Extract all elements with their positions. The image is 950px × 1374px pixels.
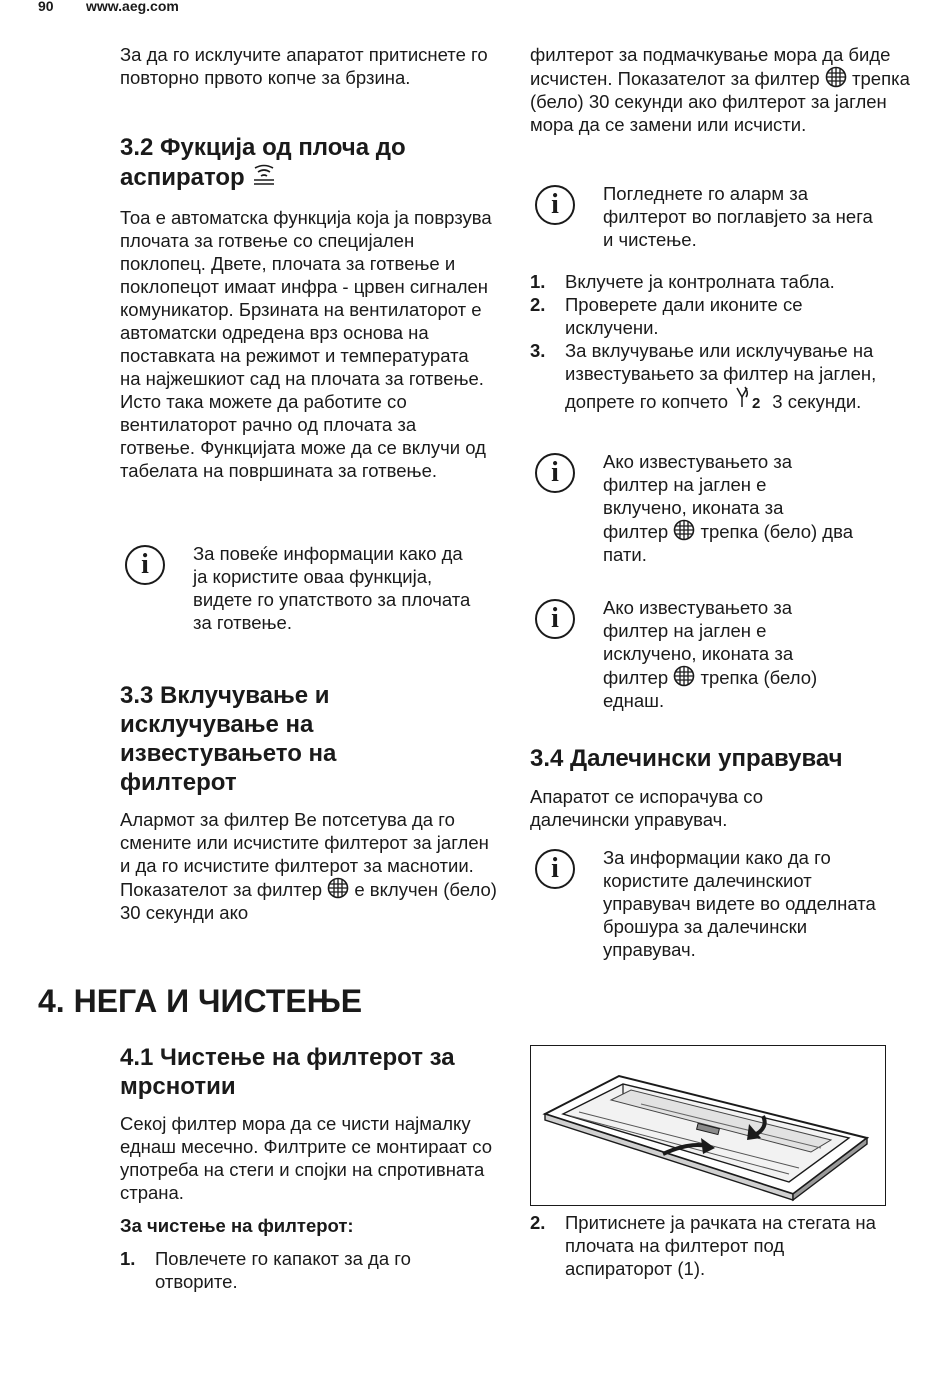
section-3-3-body-a: Алармот за филтер Ве потсетува да го смените или исчистите филтерот за јаглен и да го исчистите филтерот за маснотии. Показателот за филтер	[120, 809, 489, 900]
filter-clamp-figure	[530, 1045, 886, 1206]
list-item	[530, 270, 890, 293]
list-item	[530, 339, 890, 413]
hob-to-hood-icon	[251, 162, 277, 188]
filter-off-note-b: трепка (бело) еднаш.	[603, 667, 818, 711]
filter-on-note-b: трепка (бело) два пати.	[603, 521, 854, 565]
section-3-2-note: За повеќе информации како да ја користите оваа функција, видете го упатството за плочата за готвење.	[193, 543, 471, 633]
step-number: 1.	[530, 271, 546, 292]
filter-on-note-a: Ако известувањето за филтер на јаглен е вклучено, иконата за филтер	[603, 451, 793, 542]
charcoal-filter-icon	[733, 385, 767, 411]
section-4-1-body: Секој филтер мора да се чисти најмалку еднаш месечно. Филтрите се монтираат со употреба на стеги и спојки на спротивната страна.	[120, 1113, 493, 1203]
section-3-4-title: 3.4 Далечински управувач	[530, 745, 843, 772]
step-number: 2.	[530, 1212, 546, 1233]
filter-on-note	[603, 450, 853, 566]
figure-steps-list	[530, 1211, 890, 1280]
section-4-1-title: 4.1 Чистење на филтерот за мрснотии	[120, 1044, 455, 1100]
page-number: 90	[38, 0, 54, 14]
filter-grid-icon	[825, 66, 847, 88]
remote-control-note: За информации како да го користите далечинскиот управувач видете во одделната брошура за далечински управувач.	[603, 847, 876, 960]
info-icon: i	[125, 545, 165, 585]
list-item	[530, 1211, 890, 1280]
step-text: Притиснете ја рачката на стегата на плочата на филтерот под аспираторот (1).	[565, 1212, 876, 1279]
list-item	[120, 1247, 470, 1293]
step-number: 2.	[530, 294, 546, 315]
section-4-title: 4. НЕГА И ЧИСТЕЊЕ	[38, 983, 363, 1019]
intro-text: За да го исклучите апаратот притиснете го повторно првото копче за брзина.	[120, 44, 488, 88]
filter-grid-icon	[673, 519, 695, 541]
section-3-2-title-line1: 3.2 Фукција од плоча до	[120, 134, 406, 161]
section-3-3-title: 3.3 Вклучување и исклучување на известувањето на филтерот	[120, 682, 337, 796]
filter-alarm-note: Погледнете го аларм за филтерот во поглавјето за нега и чистење.	[603, 183, 873, 250]
cleaning-subheading: За чистење на филтерот:	[120, 1215, 354, 1236]
step-text: Проверете дали иконите се исклучени.	[565, 294, 803, 338]
step-text: Повлечете го капакот за да го отворите.	[155, 1248, 411, 1292]
info-icon: i	[535, 849, 575, 889]
hood-filter-illustration	[531, 1046, 885, 1205]
filter-grid-icon	[673, 665, 695, 687]
section-3-3-body-b: е вклучен (бело) 30 секунди ако	[120, 879, 497, 923]
site-url: www.aeg.com	[86, 0, 179, 14]
right-continued-a: филтерот за подмачкување мора да биде исчистен. Показателот за филтер	[530, 44, 891, 89]
section-3-3-body	[120, 808, 498, 924]
step-text-b: 3 секунди.	[772, 391, 862, 412]
section-3-2-body: Тоа е автоматска функција која ја поврзува плочата за готвење со специјален поклопец. Двете, плочата за готвење и поклопецот имаат инфра - црвен сигнален комуникатор. Брзината на вентилаторот е автоматски одредена врз основа на поставката на режимот и температурата на најжешкиот сад на плочата за готвење. Исто така можете да работите со вентилаторот рачно од плочата за готвење. Функцијата може да се вклучи од табелата на површината за готвење.	[120, 207, 492, 481]
info-icon: i	[535, 599, 575, 639]
right-continued-b: трепка (бело) 30 секунди ако филтерот за јаглен мора да се замени или исчисти.	[530, 68, 910, 135]
step-text: Вклучете ја контролната табла.	[565, 271, 835, 292]
filter-off-note	[603, 596, 853, 712]
info-icon: i	[535, 185, 575, 225]
svg-text:2: 2	[752, 395, 761, 411]
section-3-2-title-text: аспиратор	[120, 164, 245, 191]
section-3-4-body: Апаратот се испорачува со далечински управувач.	[530, 786, 764, 830]
step-number: 3.	[530, 340, 546, 361]
filter-off-note-a: Ако известувањето за филтер на јаглен е исклучено, иконата за филтер	[603, 597, 794, 688]
filter-grid-icon	[327, 877, 349, 899]
steps-list	[530, 270, 890, 413]
cleaning-steps-list	[120, 1247, 470, 1293]
section-3-2-title	[120, 133, 500, 192]
info-icon: i	[535, 453, 575, 493]
list-item	[530, 293, 890, 339]
right-continued-text	[530, 43, 910, 136]
step-number: 1.	[120, 1248, 136, 1269]
step-text: За вклучување или исклучување на известувањето за филтер на јаглен, допрете го копчето	[565, 340, 877, 412]
section-3-2-title-line2	[120, 162, 500, 192]
